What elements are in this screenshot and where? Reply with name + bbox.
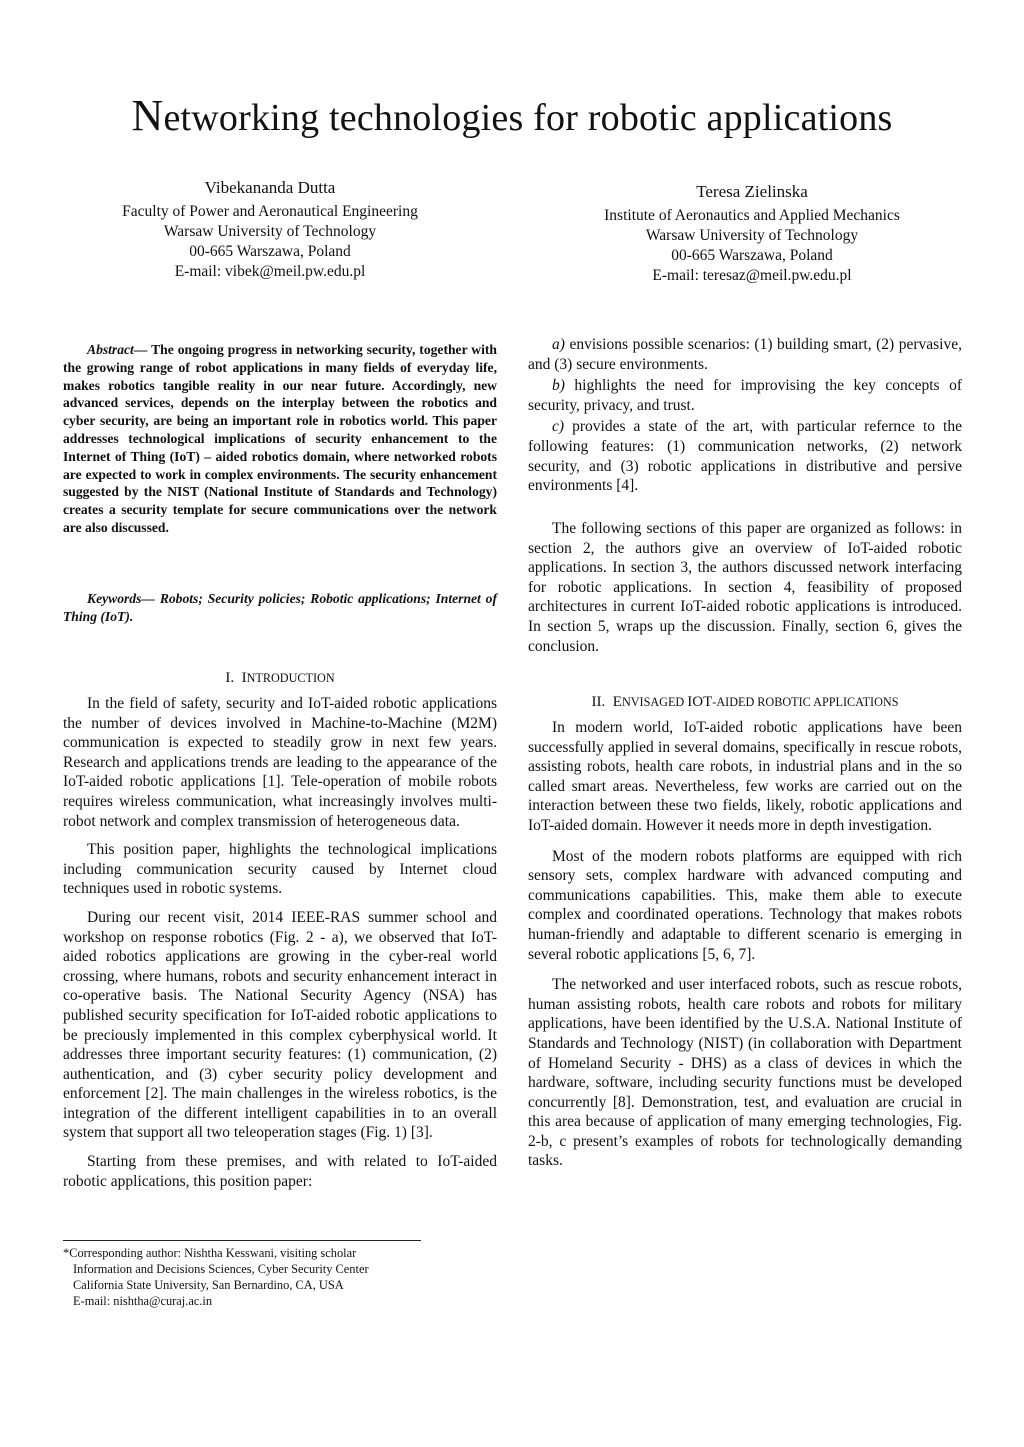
envisaged-body bbox=[528, 718, 962, 1182]
footnote-rule bbox=[63, 1240, 421, 1241]
list-item bbox=[528, 376, 962, 415]
paragraph: Starting from these premises, and with related to IoT-aided robotic applications, this position paper: bbox=[63, 1153, 497, 1190]
section-heading-part: IOT bbox=[687, 694, 713, 710]
introduction-body bbox=[63, 694, 497, 1200]
paragraph: This position paper, highlights the technological implications including communication security caused by Internet cloud techniques used in robotic systems. bbox=[63, 841, 497, 898]
list-item-text: envisions possible scenarios: (1) building smart, (2) pervasive, and (3) secure environments. bbox=[528, 336, 962, 373]
list-item-text: highlights the need for improvising the key concepts of security, privacy, and trust. bbox=[528, 377, 962, 414]
paragraph: The networked and user interfaced robots, such as rescue robots, human assisting robots, health care robots and robots for military applications, have been identified by the U.S.A. National Institute of Standards and Technology (NIST) (in collaboration with Department of Homeland Security - DHS) as a class of devices in which the hardware, software, including security functions must be developed concurrently [8]. Demonstration, test, and evaluation are crucial in this area because of application of many emerging technologies, Fig. 2-b, c present’s examples of robots for technologically demanding tasks. bbox=[528, 976, 962, 1170]
footnote-line: California State University, San Bernardino, CA, USA bbox=[73, 1278, 344, 1292]
author-affiliation-line: Warsaw University of Technology bbox=[163, 223, 377, 240]
author-affiliation-line: Warsaw University of Technology bbox=[645, 227, 859, 244]
author-email: E-mail: vibek@meil.pw.edu.pl bbox=[174, 263, 366, 280]
keywords-text: Robots; Security policies; Robotic applications; Internet of Thing (IoT). bbox=[63, 591, 497, 624]
author-email: E-mail: teresaz@meil.pw.edu.pl bbox=[652, 267, 852, 284]
section-heading-rest: -AIDED ROBOTIC APPLICATIONS bbox=[712, 695, 899, 709]
list-item-label: c) bbox=[552, 418, 565, 436]
section-heading-initial: I bbox=[241, 670, 247, 686]
title-rest: etworking technologies for robotic applications bbox=[163, 97, 893, 139]
author-name: Vibekananda Dutta bbox=[204, 178, 336, 197]
list-item-label: b) bbox=[552, 377, 565, 395]
abstract-text: The ongoing progress in networking security, together with the growing range of robot applications in many fields of everyday life, makes robotics tangible reality in our near future. Accordingly, new advanced services, depends on the interplay between the robotics and cyber security, are being an important role in robotics world. This paper addresses technological implications of security enhancement to the Internet of Thing (IoT) – aided robotics domain, where networked robots are expected to work in complex environments. The security enhancement suggested by the NIST (National Institute of Standards and Technology) creates a security template for secure communications over the network are also discussed. bbox=[63, 342, 497, 535]
list-item-text: provides a state of the art, with particular refernce to the following features: (1) communication networks, (2) network security, and (3) robotic applications in distributive and persive environments [4]. bbox=[528, 418, 962, 495]
footnote-line: *Corresponding author: Nishtha Kesswani, visiting scholar bbox=[63, 1246, 357, 1260]
author-block-2 bbox=[540, 182, 964, 286]
section-number: I. bbox=[225, 670, 235, 686]
abstract-label: Abstract— bbox=[87, 342, 148, 357]
footnote-line: E-mail: nishtha@curaj.ac.in bbox=[73, 1294, 213, 1308]
footnote bbox=[63, 1245, 483, 1309]
list-item bbox=[528, 417, 962, 495]
list-item-label: a) bbox=[552, 336, 565, 353]
paragraph: Most of the modern robots platforms are equipped with rich sensory sets, complex hardware with advanced computing and communications capabilities. This, make them able to execute complex and coordinated operations. Technology that makes robots human-friendly and adaptable to different scenario is emerging in several robotic applications [5, 6, 7]. bbox=[528, 847, 962, 963]
abstract bbox=[63, 341, 497, 537]
paragraph: The following sections of this paper are organized as follows: in section 2, the authors give an overview of IoT-aided robotic applications. In section 3, the authors discussed network interfacing for robotic applications. In section 4, feasibility of proposed architectures in current IoT-aided robotic applications is introduced. In section 5, wraps up the discussion. Finally, section 6, gives the conclusion. bbox=[528, 520, 962, 655]
paragraph: In the field of safety, security and IoT-aided robotic applications the number of devices involved in Machine-to-Machine (M2M) communication is expected to steadily grow in next few years. Research and applications trends are leading to the appearance of the IoT-aided robotic applications [1]. Tele-operation of mobile robots requires wireless communication, what increasingly involves multi-robot network and complex transmission of heterogeneous data. bbox=[63, 695, 497, 830]
author-affiliation-line: 00-665 Warszawa, Poland bbox=[189, 243, 351, 260]
section-heading-initial: E bbox=[612, 694, 622, 710]
paragraph: During our recent visit, 2014 IEEE-RAS summer school and workshop on response robotics (Fig. 2 - a), we observed that IoT-aided robotics applications are growing in the cyber-real world crossing, where humans, robots and security enhancement interact in co-operative basis. The National Security Agency (NSA) has published security specification for IoT-aided robotic applications to be preciously implemented in this complex cyberphysical world. It addresses three important security features: (1) communication, (2) authentication, and (3) cyber security policy development and enforcement [2]. The main challenges in the wireless robotics, is the integration of the different intelligent capabilities in to an overall system that support all two teleoperation stages (Fig. 1) [3]. bbox=[63, 908, 497, 1142]
title-first-letter: N bbox=[131, 91, 164, 140]
section-heading-envisaged bbox=[528, 692, 962, 712]
section-heading-introduction bbox=[63, 668, 497, 688]
keywords-label: Keywords— bbox=[87, 591, 155, 606]
author-affiliation-line: Faculty of Power and Aeronautical Engineering bbox=[122, 203, 418, 220]
keywords bbox=[63, 590, 497, 626]
paper-organization bbox=[528, 519, 962, 656]
author-affiliation-line: 00-665 Warszawa, Poland bbox=[671, 247, 833, 264]
paragraph: In modern world, IoT-aided robotic applications have been successfully applied in several domains, specifically in rescue robots, assisting robots, health care robots, in industrial plans and in the so called smart areas. Nevertheless, few works are carried out on the interaction between these two fields, likely, robotic applications and IoT-aided domain. However it needs more in depth investigation. bbox=[528, 719, 962, 834]
contribution-list bbox=[528, 335, 962, 498]
author-name: Teresa Zielinska bbox=[696, 182, 808, 201]
section-heading-rest: NTRODUCTION bbox=[246, 671, 335, 685]
section-number: II. bbox=[591, 694, 606, 710]
paper-title bbox=[0, 92, 1024, 142]
footnote-line: Information and Decisions Sciences, Cyber Security Center bbox=[73, 1262, 369, 1276]
author-affiliation-line: Institute of Aeronautics and Applied Mechanics bbox=[604, 207, 900, 224]
list-item bbox=[528, 335, 962, 374]
author-block-1 bbox=[60, 178, 480, 282]
section-heading-part: NVISAGED bbox=[621, 695, 688, 709]
